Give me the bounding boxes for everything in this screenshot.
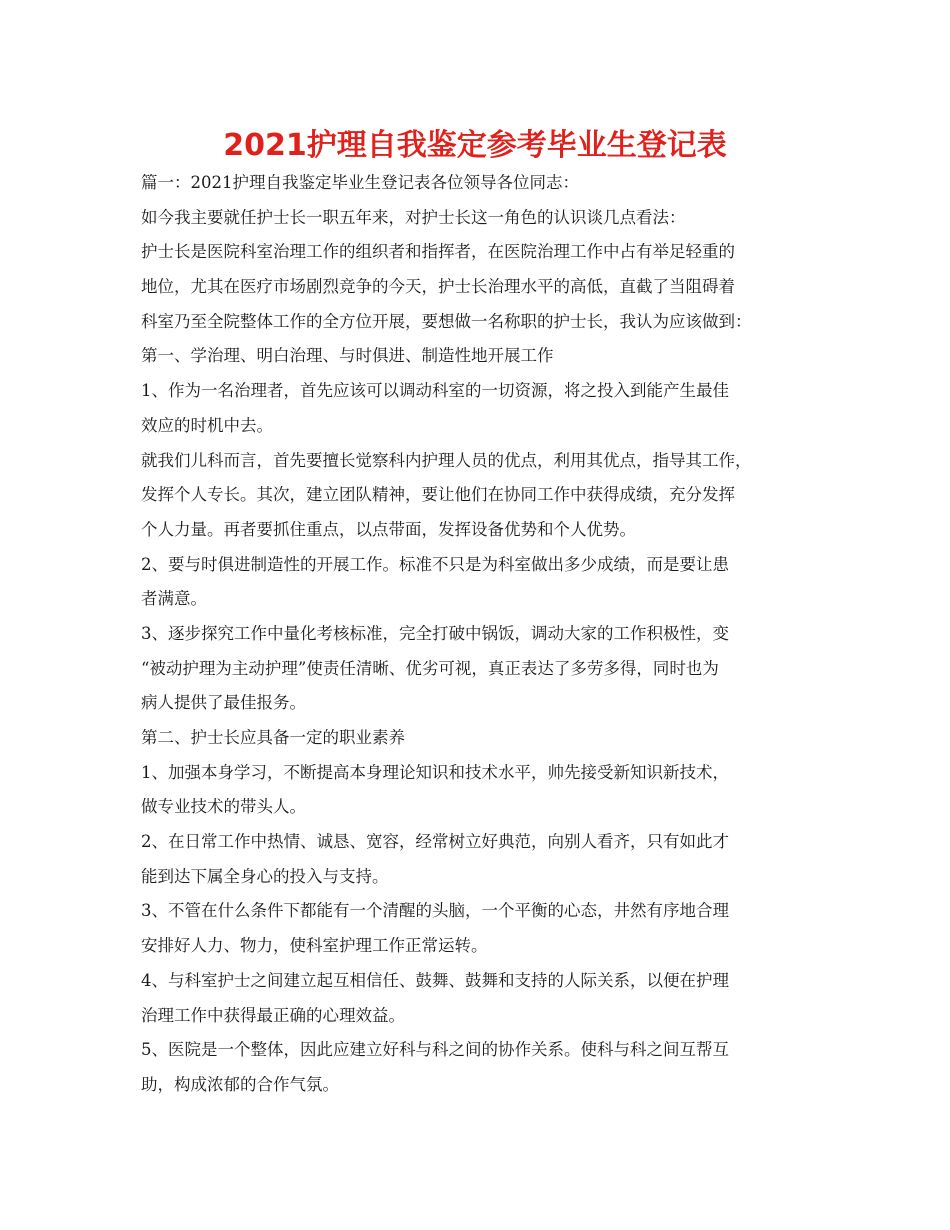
document-body xyxy=(141,166,821,1103)
text-line: 第二、护士长应具备一定的职业素养 xyxy=(141,728,405,747)
text-line: 3、逐步探究工作中量化考核标准，完全打破中锅饭，调动大家的工作积极性，变 xyxy=(141,623,729,643)
text-line: 护士长是医院科室治理工作的组织者和指挥者，在医院治理工作中占有举足轻重的 xyxy=(141,242,735,262)
text-line: 4、与科室护士之间建立起互相信任、鼓舞、鼓舞和支持的人际关系，以便在护理 xyxy=(141,970,729,990)
text-line: 如今我主要就任护士长一职五年来，对护士长这一角色的认识谈几点看法： xyxy=(141,207,686,227)
text-line: 5、医院是一个整体，因此应建立好科与科之间的协作关系。使科与科之间互帮互 xyxy=(141,1040,729,1060)
text-line: 3、不管在什么条件下都能有一个清醒的头脑，一个平衡的心态，井然有序地合理 xyxy=(141,901,729,921)
text-line: “被动护理为主动护理”使责任清晰、优劣可视，真正表达了多劳多得，同时也为 xyxy=(141,658,719,678)
text-line: 1、作为一名治理者，首先应该可以调动科室的一切资源，将之投入到能产生最佳 xyxy=(141,381,729,401)
text-line: 治理工作中获得最正确的心理效益。 xyxy=(141,1005,405,1025)
text-line: 1、加强本身学习，不断提高本身理论知识和技术水平，帅先接受新知识新技术， xyxy=(141,762,729,782)
text-line: 2、要与时俱进制造性的开展工作。标准不只是为科室做出多少成绩，而是要让患 xyxy=(141,554,729,574)
text-line: 安排好人力、物力，使科室护理工作正常运转。 xyxy=(141,936,488,956)
text-line: 2、在日常工作中热情、诚恳、宽容，经常树立好典范，向别人看齐，只有如此才 xyxy=(141,832,729,852)
text-line: 病人提供了最佳报务。 xyxy=(141,693,306,713)
text-line: 能到达下属全身心的投入与支持。 xyxy=(141,866,389,886)
text-line: 效应的时机中去。 xyxy=(141,415,273,435)
text-line: 个人力量。再者要抓住重点，以点带面，发挥设备优势和个人优势。 xyxy=(141,519,636,539)
text-line: 发挥个人专长。其次，建立团队精神，要让他们在协同工作中获得成绩，充分发挥 xyxy=(141,485,735,505)
text-line: 科室乃至全院整体工作的全方位开展，要想做一名称职的护士长，我认为应该做到： xyxy=(141,311,752,331)
text-line: 篇一：2021护理自我鉴定毕业生登记表各位领导各位同志： xyxy=(141,173,579,192)
document-title: 2021护理自我鉴定参考毕业生登记表 xyxy=(223,128,727,163)
text-line: 助，构成浓郁的合作气氛。 xyxy=(141,1074,339,1094)
text-line: 地位，尤其在医疗市场剧烈竞争的今天，护士长治理水平的高低，直截了当阻碍着 xyxy=(141,277,735,297)
text-line: 者满意。 xyxy=(141,589,207,609)
text-line: 就我们儿科而言，首先要擅长觉察科内护理人员的优点，利用其优点，指导其工作， xyxy=(141,450,752,470)
text-line: 做专业技术的带头人。 xyxy=(141,797,306,817)
text-line: 第一、学治理、明白治理、与时俱进、制造性地开展工作 xyxy=(141,346,554,366)
